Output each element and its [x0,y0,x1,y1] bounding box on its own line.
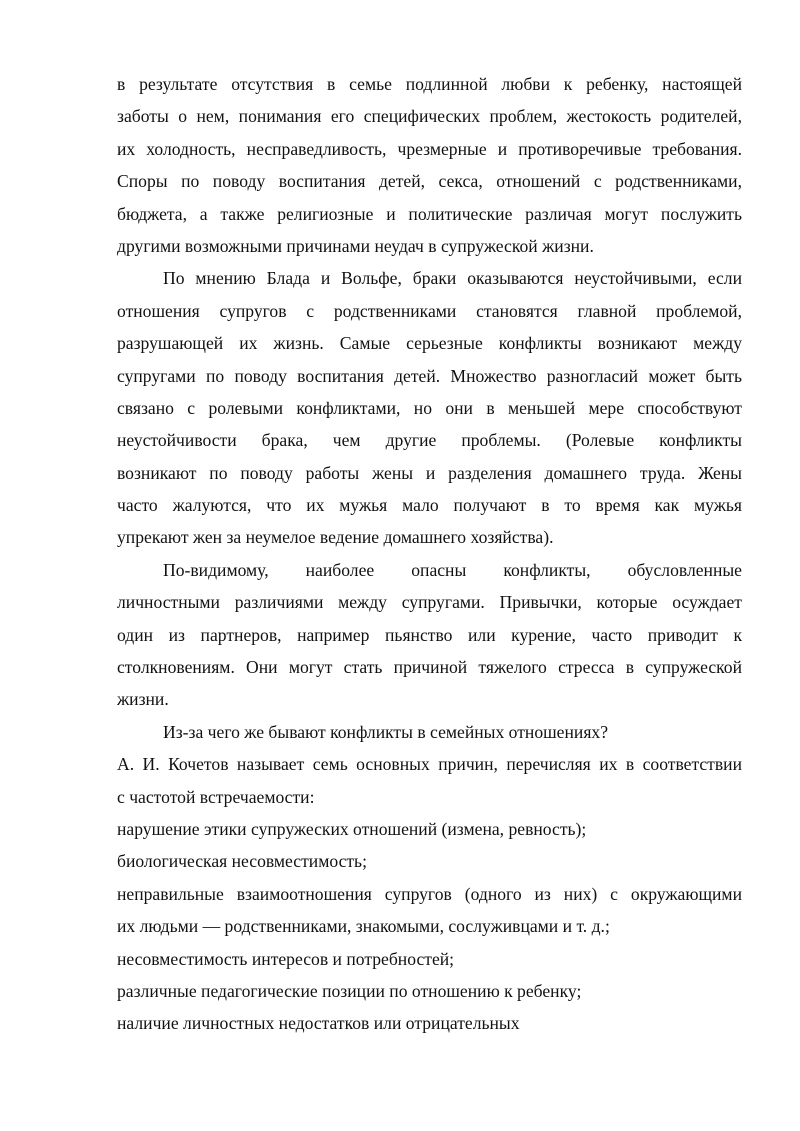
list-item: различные педагогические позиции по отношению к ребенку; [117,980,582,1001]
text-line: один из партнеров, например пьянство или курение, часто приводит к [117,624,742,645]
text-line: разрушающей их жизнь. Самые серьезные конфликты возникают между [117,333,742,354]
text-line: супругами по поводу воспитания детей. Множество разногласий может быть [117,365,742,386]
text-line: другими возможными причинами неудач в супружеской жизни. [117,235,594,256]
text-line: Споры по поводу воспитания детей, секса, отношений с родственниками, [117,171,742,192]
text-line: с частотой встречаемости: [117,786,315,807]
text-line: связано с ролевыми конфликтами, но они в меньшей мере способствуют [117,397,742,418]
list-item: наличие личностных недостатков или отрицательных [117,1013,520,1034]
text-line: возникают по поводу работы жены и разделения домашнего труда. Жены [117,462,742,483]
paragraph-first-line: Из-за чего же бывают конфликты в семейных отношениях? [163,721,609,742]
list-item: нарушение этики супружеских отношений (измена, ревность); [117,818,587,839]
text-line: столкновениям. Они могут стать причиной тяжелого стресса в супружеской [117,657,742,678]
document-page [117,68,742,1040]
text-line: в результате отсутствия в семье подлинной любви к ребенку, настоящей [117,74,742,94]
text-line: личностными различиями между супругами. Привычки, которые осуждает [117,592,742,613]
paragraph-first-line: По мнению Блада и Вольфе, браки оказываются неустойчивыми, если [163,268,742,289]
paragraph-first-line: По-видимому, наиболее опасны конфликты, обусловленные [163,559,742,580]
text-line: часто жалуются, что их мужья мало получают в то время как мужья [117,495,742,516]
list-item: их людьми — родственниками, знакомыми, сослуживцами и т. д.; [117,916,610,937]
list-item: биологическая несовместимость; [117,851,367,872]
text-line: заботы о нем, понимания его специфических проблем, жестокость родителей, [117,106,742,127]
text-line: отношения супругов с родственниками становятся главной проблемой, [117,300,742,321]
list-item: несовместимость интересов и потребностей; [117,948,455,969]
text-line: бюджета, а также религиозные и политические различая могут послужить [117,203,742,224]
text-line: жизни. [117,689,169,710]
text-line: упрекают жен за неумелое ведение домашнего хозяйства). [117,527,554,548]
text-line: их холодность, несправедливость, чрезмерные и противоречивые требования. [117,138,742,159]
list-item: неправильные взаимоотношения супругов (одного из них) с окружающими [117,883,742,904]
text-line: А. И. Кочетов называет семь основных причин, перечисляя их в соответствии [117,754,742,775]
text-line: неустойчивости брака, чем другие проблемы. (Ролевые конфликты [117,430,742,451]
